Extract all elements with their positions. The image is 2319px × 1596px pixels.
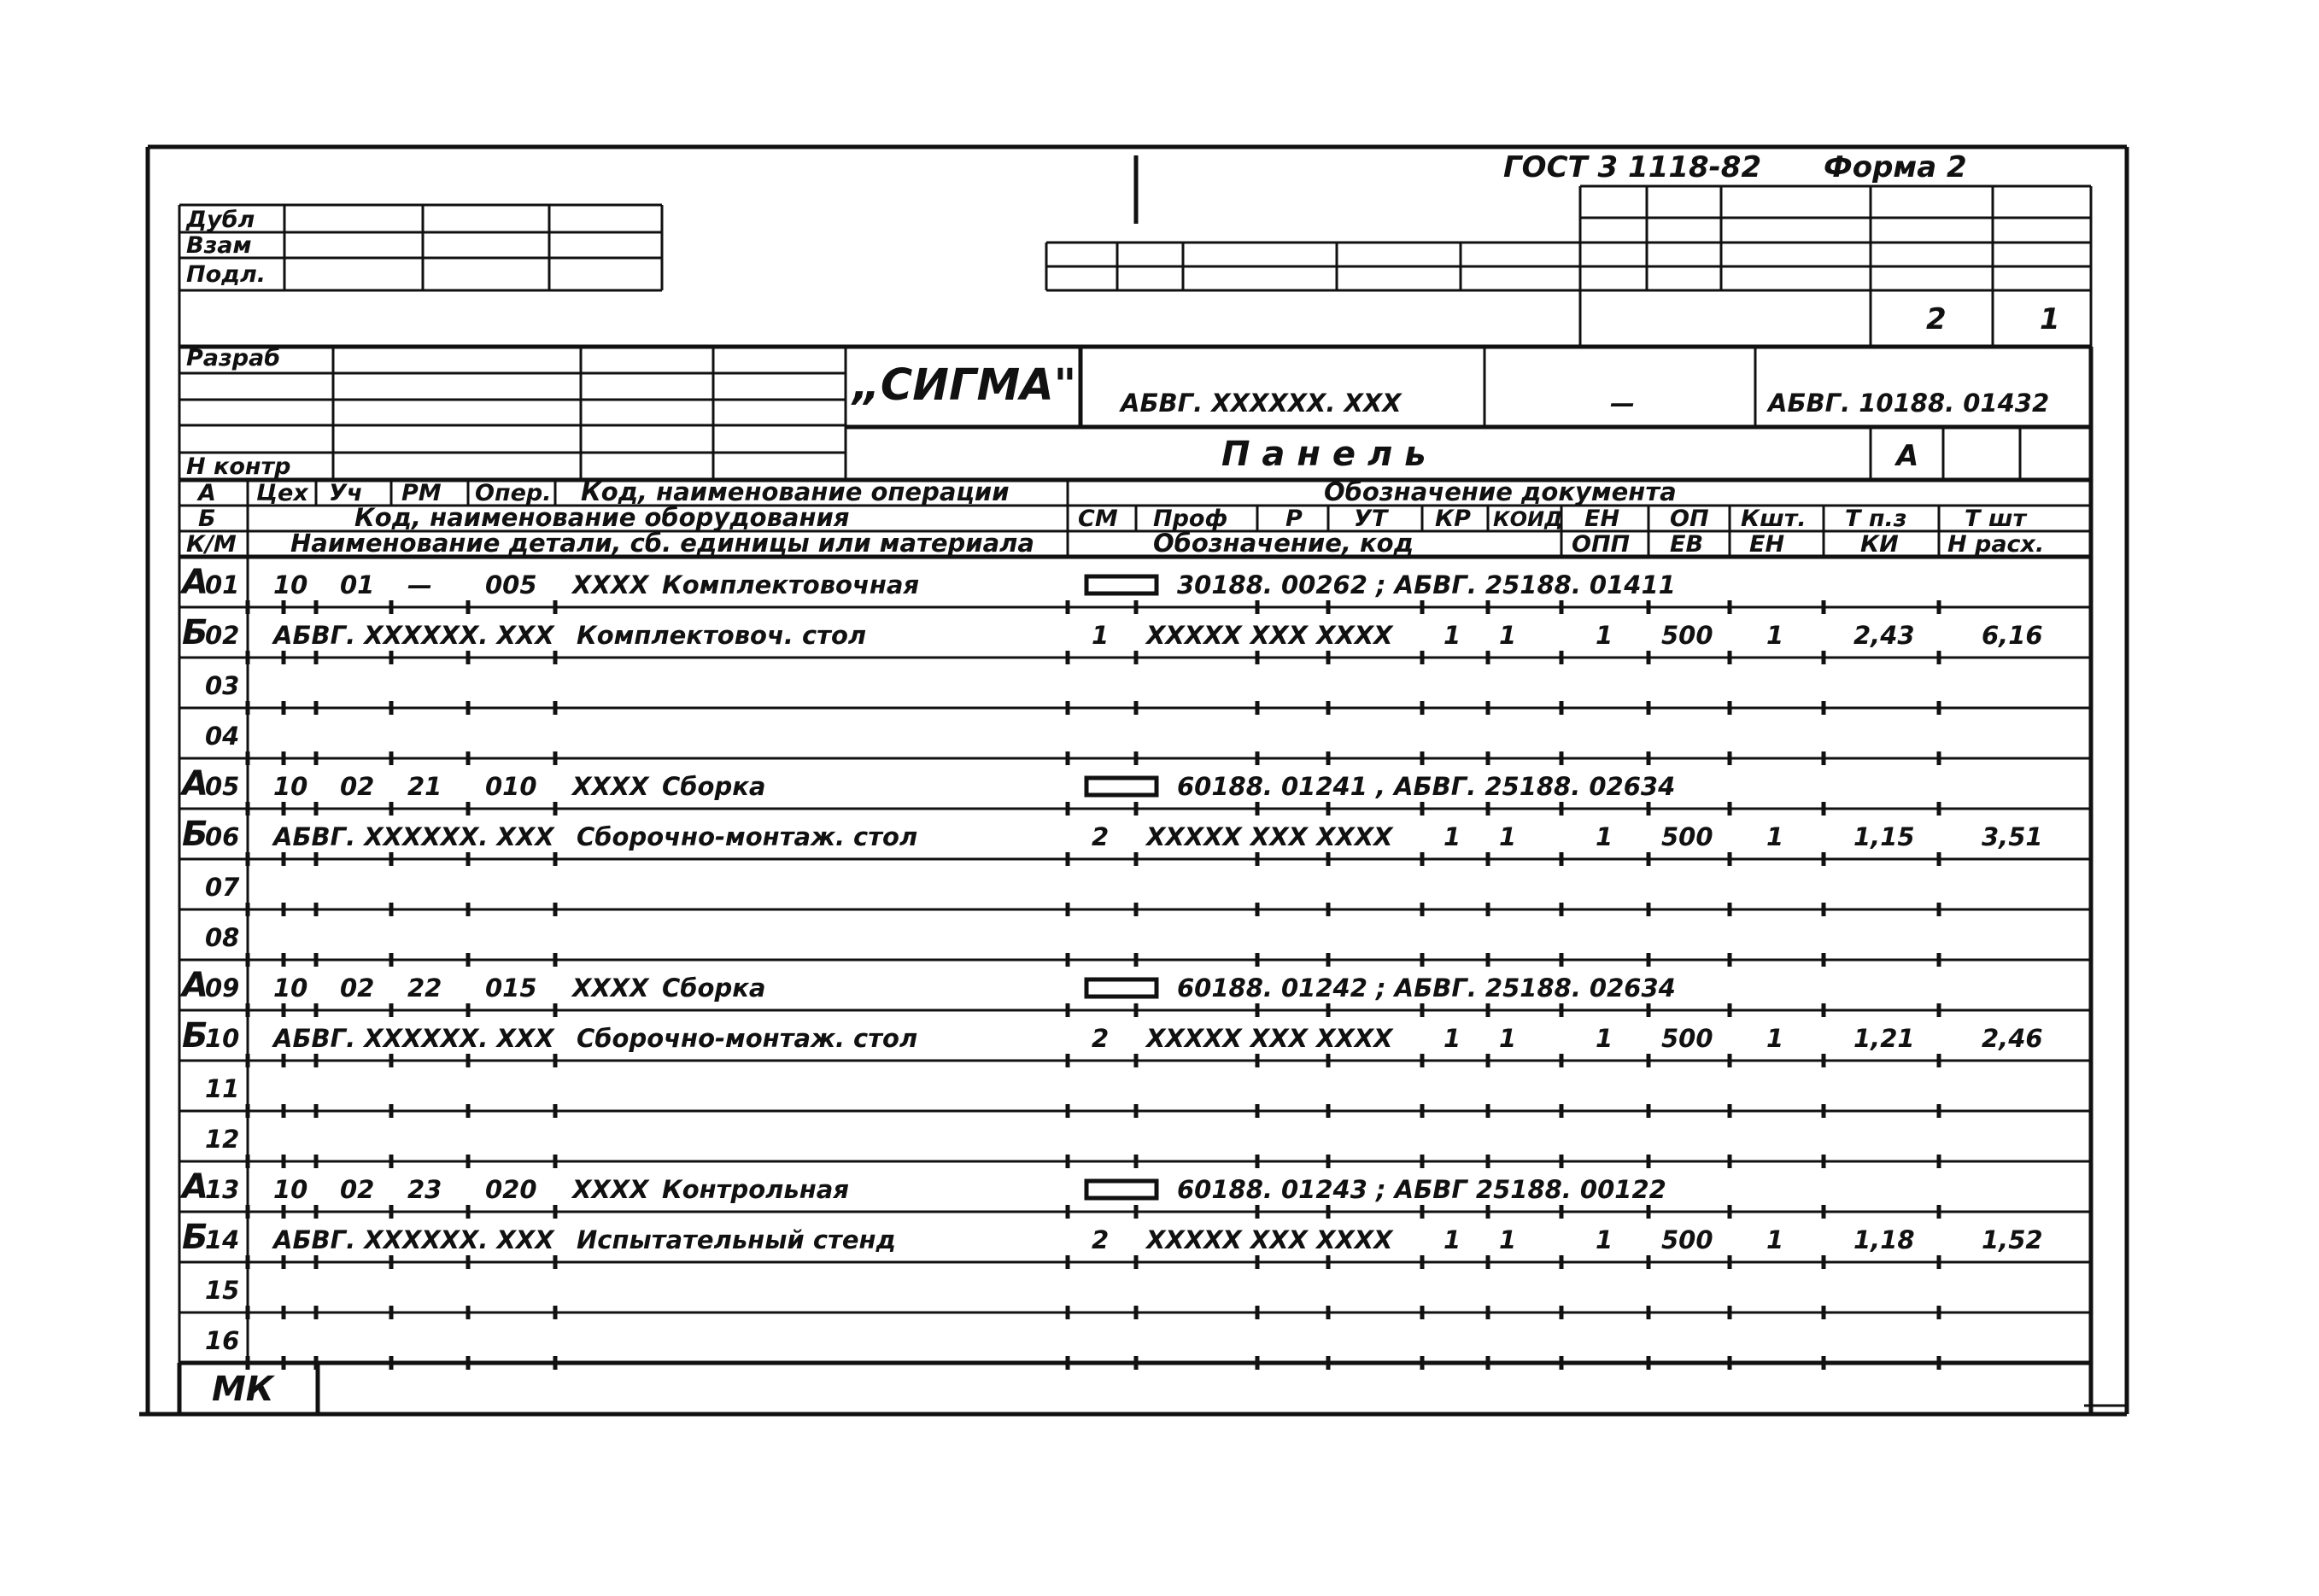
row-marker: Б	[182, 613, 208, 652]
workplace-code: 23	[407, 1175, 442, 1204]
document-type-mk: МК	[212, 1370, 274, 1409]
equipment-name: Комплектовоч. стол	[577, 621, 867, 650]
mid-header-cells	[1046, 243, 1580, 290]
row-number: 01	[205, 570, 240, 599]
sheet-number: 1	[2040, 302, 2060, 336]
value-kr: 1	[1596, 1024, 1613, 1053]
row-marker: А	[182, 966, 208, 1005]
label-vzam: Взам	[186, 232, 252, 259]
operation-code: XXXX	[572, 772, 649, 801]
legend-a-marker: А	[198, 480, 216, 506]
organization-name: „СИГМА"	[852, 360, 1077, 411]
value-t-pz: 2,43	[1853, 621, 1915, 650]
legend-koid: КОИД	[1493, 507, 1563, 531]
value-prof: XXXXX XXX XXXX	[1146, 822, 1393, 851]
row-number: 16	[205, 1326, 240, 1355]
row-number: 14	[205, 1225, 240, 1254]
section-code: 02	[340, 973, 375, 1003]
operation-name: Комплектовочная	[662, 570, 920, 599]
row-marker: А	[182, 1167, 208, 1207]
equipment-name: Сборочно-монтаж. стол	[577, 822, 918, 851]
operation-code: XXXX	[572, 1175, 649, 1204]
value-kr: 1	[1596, 621, 1613, 650]
label-podl: Подл.	[186, 261, 266, 288]
value-en: 500	[1661, 1225, 1713, 1254]
legend-prof: Проф	[1153, 506, 1228, 532]
value-kr: 1	[1596, 1225, 1613, 1254]
equipment-code: АБВГ. XXXXXX. XXX	[273, 1225, 554, 1254]
operation-code: XXXX	[572, 570, 649, 599]
value-r: 1	[1444, 1024, 1461, 1053]
value-t-sht: 3,51	[1982, 822, 2043, 851]
legend-opp: ОПП	[1572, 531, 1631, 558]
legend-k-sht: Кшт.	[1741, 506, 1807, 532]
right-header-cells	[1580, 186, 2091, 347]
legend-sm: СМ	[1078, 506, 1118, 532]
equipment-name: Испытательный стенд	[577, 1225, 896, 1254]
value-op: 1	[1766, 621, 1784, 650]
workshop-code: 10	[273, 772, 308, 801]
document-type-icon	[1086, 778, 1157, 795]
legend-b-marker: Б	[198, 506, 216, 532]
value-r: 1	[1444, 621, 1461, 650]
sheet-total: 2	[1926, 302, 1947, 336]
legend-t-sht: Т шт	[1965, 506, 2027, 532]
value-sm: 1	[1092, 621, 1110, 650]
operation-name: Контрольная	[662, 1175, 849, 1204]
operation-number: 005	[485, 570, 537, 599]
workshop-code: 10	[273, 973, 308, 1003]
standard-number: ГОСТ 3 1118-82	[1503, 150, 1762, 184]
operation-code: XXXX	[572, 973, 649, 1003]
row-number: 10	[205, 1024, 240, 1053]
legend-operation-code: Код, наименование операции	[581, 477, 1010, 506]
row-number: 13	[205, 1175, 240, 1204]
workplace-code: 21	[407, 772, 442, 801]
document-dash: —	[1610, 389, 1635, 418]
value-prof: XXXXX XXX XXXX	[1146, 621, 1393, 650]
value-sm: 2	[1092, 822, 1110, 851]
operation-number: 020	[485, 1175, 537, 1204]
document-type-icon	[1086, 576, 1157, 593]
row-number: 07	[205, 873, 240, 902]
legend-uch: Уч	[329, 480, 363, 506]
section-code: 02	[340, 772, 375, 801]
document-number: АБВГ. 10188. 01432	[1768, 389, 2050, 418]
operation-documents: 60188. 01241 , АБВГ. 25188. 02634	[1177, 772, 1676, 801]
operation-number: 010	[485, 772, 537, 801]
document-code: АБВГ. XXXXXX. XXX	[1121, 389, 1402, 418]
value-en: 500	[1661, 822, 1713, 851]
workplace-code: 22	[407, 973, 442, 1003]
workshop-code: 10	[273, 570, 308, 599]
value-op: 1	[1766, 1225, 1784, 1254]
value-prof: XXXXX XXX XXXX	[1146, 1225, 1393, 1254]
row-marker: Б	[182, 815, 208, 854]
legend-t-pz: Т п.з	[1845, 506, 1907, 532]
equipment-code: АБВГ. XXXXXX. XXX	[273, 1024, 554, 1053]
value-t-pz: 1,15	[1853, 822, 1915, 851]
document-type-icon	[1086, 979, 1157, 997]
row-marker: Б	[182, 1016, 208, 1055]
legend-ut: УТ	[1354, 506, 1388, 532]
value-ut: 1	[1499, 1225, 1517, 1254]
row-number: 12	[205, 1125, 240, 1154]
value-t-sht: 2,46	[1982, 1024, 2043, 1053]
row-number: 11	[205, 1074, 240, 1103]
operation-number: 015	[485, 973, 537, 1003]
equipment-name: Сборочно-монтаж. стол	[577, 1024, 918, 1053]
value-sm: 2	[1092, 1024, 1110, 1053]
legend-equipment-code: Код, наименование оборудования	[354, 503, 850, 532]
operation-name: Сборка	[662, 973, 766, 1003]
value-op: 1	[1766, 822, 1784, 851]
legend-op: ОП	[1670, 506, 1709, 532]
value-ut: 1	[1499, 1024, 1517, 1053]
row-number: 15	[205, 1276, 240, 1305]
row-marker: А	[182, 563, 208, 602]
legend-en: ЕН	[1584, 506, 1620, 532]
operation-documents: 60188. 01242 ; АБВГ. 25188. 02634	[1177, 973, 1676, 1003]
product-name: П а н е л ь	[1221, 435, 1426, 474]
operation-documents: 30188. 00262 ; АБВГ. 25188. 01411	[1177, 570, 1676, 599]
row-number: 08	[205, 923, 240, 952]
value-r: 1	[1444, 1225, 1461, 1254]
legend-oper: Опер.	[475, 480, 552, 506]
row-number: 05	[205, 772, 240, 801]
value-t-sht: 6,16	[1982, 621, 2043, 650]
value-t-pz: 1,18	[1853, 1225, 1915, 1254]
value-prof: XXXXX XXX XXXX	[1146, 1024, 1393, 1053]
section-code: 01	[340, 570, 375, 599]
workplace-code: —	[407, 570, 432, 599]
document-type-icon	[1086, 1181, 1157, 1198]
equipment-code: АБВГ. XXXXXX. XXX	[273, 822, 554, 851]
value-ut: 1	[1499, 621, 1517, 650]
row-number: 04	[205, 722, 240, 751]
legend-designation-code: Обозначение, код	[1153, 529, 1414, 558]
workshop-code: 10	[273, 1175, 308, 1204]
legend-document-designation: Обозначение документа	[1324, 477, 1677, 506]
value-sm: 2	[1092, 1225, 1110, 1254]
letter-cell: А	[1896, 439, 1919, 473]
label-razrab: Разраб	[186, 345, 281, 371]
legend-n-rasx: Н расх.	[1947, 531, 2045, 558]
value-ut: 1	[1499, 822, 1517, 851]
label-dubl: Дубл	[186, 207, 255, 233]
legend-r: Р	[1285, 506, 1303, 532]
row-marker: Б	[182, 1218, 208, 1257]
value-t-pz: 1,21	[1853, 1024, 1915, 1053]
section-code: 02	[340, 1175, 375, 1204]
legend-km-en: ЕН	[1749, 531, 1785, 558]
row-number: 09	[205, 973, 240, 1003]
value-kr: 1	[1596, 822, 1613, 851]
row-number: 06	[205, 822, 240, 851]
row-marker: А	[182, 764, 208, 804]
legend-ev: ЕВ	[1670, 531, 1704, 558]
value-en: 500	[1661, 621, 1713, 650]
legend-km-marker: К/М	[186, 531, 237, 558]
value-t-sht: 1,52	[1982, 1225, 2043, 1254]
row-number: 02	[205, 621, 240, 650]
row-number: 03	[205, 671, 240, 700]
legend-cex: Цех	[256, 480, 308, 506]
operation-name: Сборка	[662, 772, 766, 801]
operation-documents: 60188. 01243 ; АБВГ 25188. 00122	[1177, 1175, 1666, 1204]
value-r: 1	[1444, 822, 1461, 851]
legend-kr: КР	[1435, 506, 1471, 532]
legend-ki: КИ	[1860, 531, 1899, 558]
equipment-code: АБВГ. XXXXXX. XXX	[273, 621, 554, 650]
label-n-kontr: Н контр	[186, 453, 291, 480]
route-card-rows	[179, 557, 2091, 1370]
form-number: Форма 2	[1824, 150, 1967, 184]
value-op: 1	[1766, 1024, 1784, 1053]
legend-part-name: Наименование детали, сб. единицы или материала	[290, 529, 1034, 558]
value-en: 500	[1661, 1024, 1713, 1053]
legend-rm: РМ	[401, 480, 442, 506]
